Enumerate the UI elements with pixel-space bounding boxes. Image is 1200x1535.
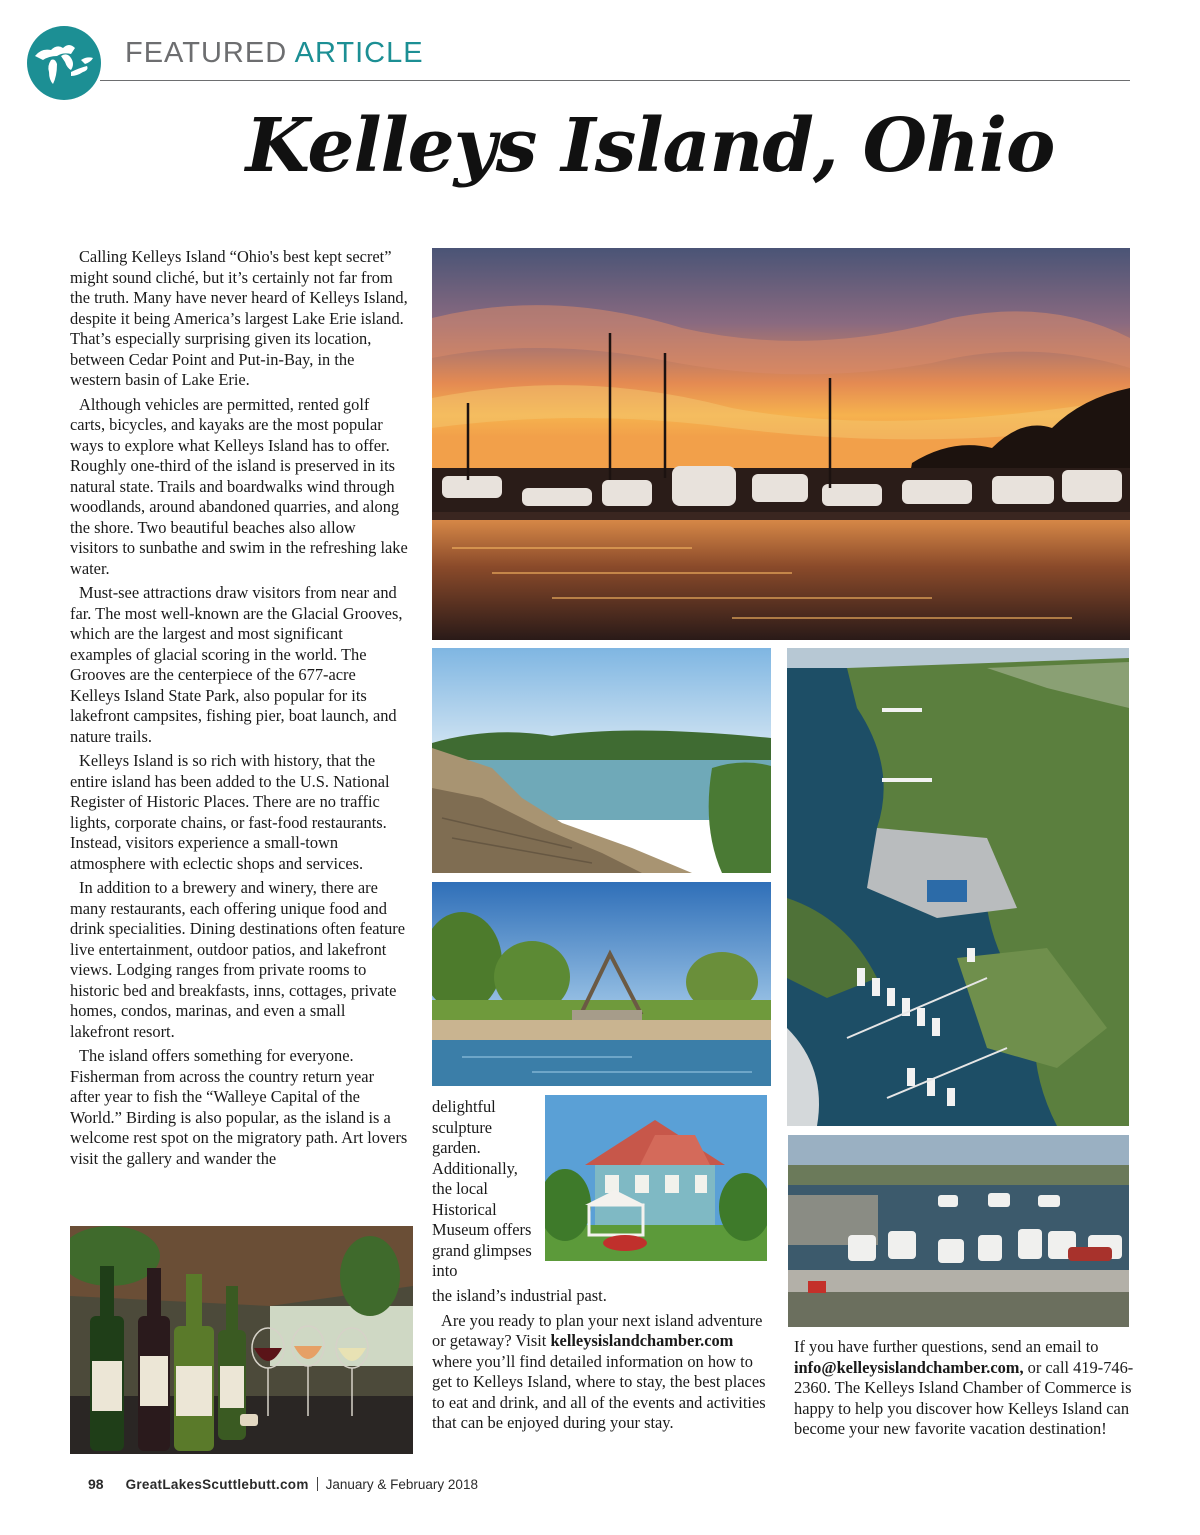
article-title: Kelleys Island, Ohio bbox=[245, 103, 1055, 189]
paragraph-continuation: delightful sculpture garden. Additionally, the local Historical Museum offers grand glimpses into bbox=[432, 1097, 532, 1280]
paragraph: In addition to a brewery and winery, there are many restaurants, each offering unique food and drink specialities. Dining destinations often feature live entertainment, outdoor patios, and lakefront views. Lodging ranges from private rooms to historic bed and breakfasts, inns, cottages, private homes, condos, marinas, and even a small lakefront resort. bbox=[70, 878, 406, 1041]
sunset-marina-photo bbox=[432, 248, 1130, 640]
footer-divider bbox=[317, 1477, 318, 1491]
page-footer bbox=[88, 1476, 478, 1492]
paragraph: Although vehicles are permitted, rented golf carts, bicycles, and kayaks are the most popular ways to explore what Kelleys Island has to offer. Roughly one-third of the island is preserved in its natural state. Trails and boardwalks wind through woodlands, around abandoned quarries, and along the shore. Two beautiful beaches also allow visitors to sunbathe and swim in the refreshing lake water. bbox=[70, 394, 408, 578]
paragraph: Must-see attractions draw visitors from near and far. The most well-known are the Glacial Grooves, which are the largest and most significant examples of glacial scoring in the world. The Grooves are the centerpiece of the 677-acre Kelleys Island State Park, also popular for its lakefront campsites, fishing pier, boat launch, and nature trails. bbox=[70, 583, 403, 746]
rocky-shoreline-photo bbox=[432, 648, 771, 873]
section-label-accent: ARTICLE bbox=[294, 37, 424, 69]
section-label bbox=[125, 37, 424, 70]
great-lakes-logo-icon bbox=[27, 26, 101, 100]
paragraph: The island offers something for everyone. Fisherman from across the country return year after year to fish the “Walleye Capital of the World.” Birding is also popular, as the island is a welcome rest spot on the migratory path. Art lovers visit the gallery and wander the bbox=[70, 1046, 408, 1168]
chamber-website-link[interactable]: kelleysislandchamber.com bbox=[550, 1331, 734, 1350]
paragraph: Calling Kelleys Island “Ohio's best kept secret” might sound cliché, but it’s certainly not far from the truth. Many have never heard of Kelleys Island, despite it being America’s largest Lake Erie island. That’s especially surprising given its location, between Cedar Point and Put-in-Bay, in the western basin of Lake Erie. bbox=[70, 247, 408, 389]
contact-text-end: or call 419-746-2360. The Kelleys Island Chamber of Commerce is happy to help you discover how Kelleys Island can become your new favorite vacation destination! bbox=[794, 1357, 1134, 1438]
article-column-2-wrap bbox=[432, 1097, 540, 1282]
paragraph-contact bbox=[794, 1337, 1134, 1440]
footer-issue: January & February 2018 bbox=[325, 1477, 478, 1492]
paragraph-cta bbox=[432, 1311, 772, 1434]
victorian-house-photo bbox=[545, 1095, 767, 1261]
article-column-3 bbox=[794, 1337, 1134, 1440]
harbor-docks-photo bbox=[788, 1135, 1129, 1327]
chamber-email-link[interactable]: info@kelleysislandchamber.com, bbox=[794, 1357, 1024, 1377]
cta-text-end: where you’ll find detailed information on how to get to Kelleys Island, where to stay, the best places to eat and drink, and all of the events and activities that can be enjoyed during your stay. bbox=[432, 1351, 766, 1432]
article-column-2 bbox=[432, 1286, 772, 1434]
header-divider bbox=[100, 80, 1130, 81]
footer-site-name: GreatLakesScuttlebutt.com bbox=[125, 1477, 309, 1492]
winery-tasting-photo bbox=[70, 1226, 413, 1454]
paragraph: Kelleys Island is so rich with history, that the entire island has been added to the U.S. National Register of Historic Places. There are no traffic lights, corporate chains, or fast-food restaurants. Instead, visitors experience a small-town atmosphere with eclectic shops and services. bbox=[70, 751, 390, 873]
article-column-1 bbox=[70, 247, 408, 1169]
section-label-plain: FEATURED bbox=[125, 37, 288, 69]
beach-sculpture-photo bbox=[432, 882, 771, 1086]
page-number: 98 bbox=[88, 1476, 104, 1492]
paragraph-continuation-end: the island’s industrial past. bbox=[432, 1286, 607, 1305]
cta-text: Are you ready to plan your next island adventure or getaway? Visit bbox=[432, 1310, 763, 1350]
aerial-harbor-photo bbox=[787, 648, 1129, 1126]
contact-text: If you have further questions, send an email to bbox=[794, 1337, 1099, 1356]
